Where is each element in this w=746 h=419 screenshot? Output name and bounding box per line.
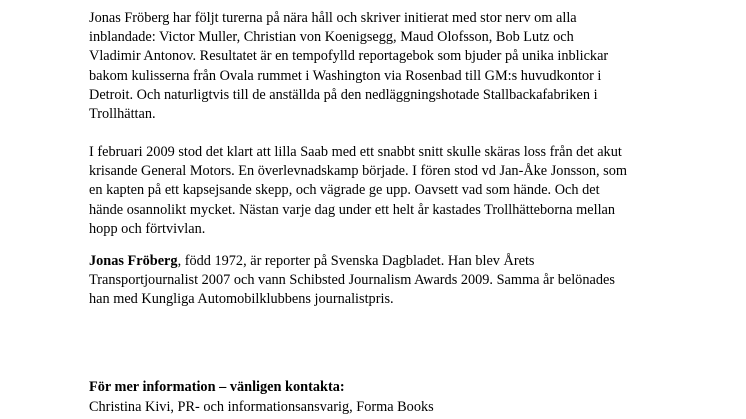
text-line: krisande General Motors. En överlevnadskamp började. I fören stod vd Jan-Åke Jonsson, som	[89, 163, 627, 180]
contact-heading: För mer information – vänligen kontakta:	[89, 379, 345, 395]
contact-person: Christina Kivi, PR- och informationsansvarig, Forma Books	[89, 399, 434, 415]
author-bio-text: , född 1972, är reporter på Svenska Dagbladet. Han blev Årets	[177, 253, 535, 269]
text-line: en kapten på ett kapsejsande skepp, och vägrade ge upp. Oavsett vad som hände. Och det	[89, 182, 600, 199]
author-name: Jonas Fröberg	[89, 253, 178, 269]
text-line: hopp och förtvivlan.	[89, 220, 206, 237]
paragraph-book-description	[89, 9, 608, 124]
text-line: Trollhättan.	[89, 105, 156, 122]
text-line: I februari 2009 stod det klart att lilla Saab med ett snabbt snitt skulle skäras loss från det akut	[89, 144, 622, 160]
text-line: inblandade: Victor Muller, Christian von Koenigsegg, Maud Olofsson, Bob Lutz och	[89, 29, 574, 46]
text-line: han med Kungliga Automobilklubbens journalistpris.	[89, 291, 394, 308]
paragraph-author-bio	[89, 252, 615, 310]
paragraph-saab-story	[89, 143, 627, 239]
text-line: bakom kulisserna från Ovala rummet i Washington via Rosenbad till GM:s huvudkontor i	[89, 67, 602, 84]
text-line	[89, 252, 615, 271]
text-line: Jonas Fröberg har följt turerna på nära håll och skriver initierat med stor nerv om alla	[89, 10, 577, 26]
text-line: Detroit. Och naturligtvis till de anställda på den nedläggningshotade Stallbackafabriken i	[89, 86, 598, 103]
text-line: Vladimir Antonov. Resultatet är en tempofylld reportagebok som bjuder på unika inblickar	[89, 48, 609, 65]
text-line: hände osannolikt mycket. Nästan varje dag under ett helt år kastades Trollhätteborna mellan	[89, 201, 616, 218]
text-line: Transportjournalist 2007 och vann Schibsted Journalism Awards 2009. Samma år belönades	[89, 272, 615, 289]
